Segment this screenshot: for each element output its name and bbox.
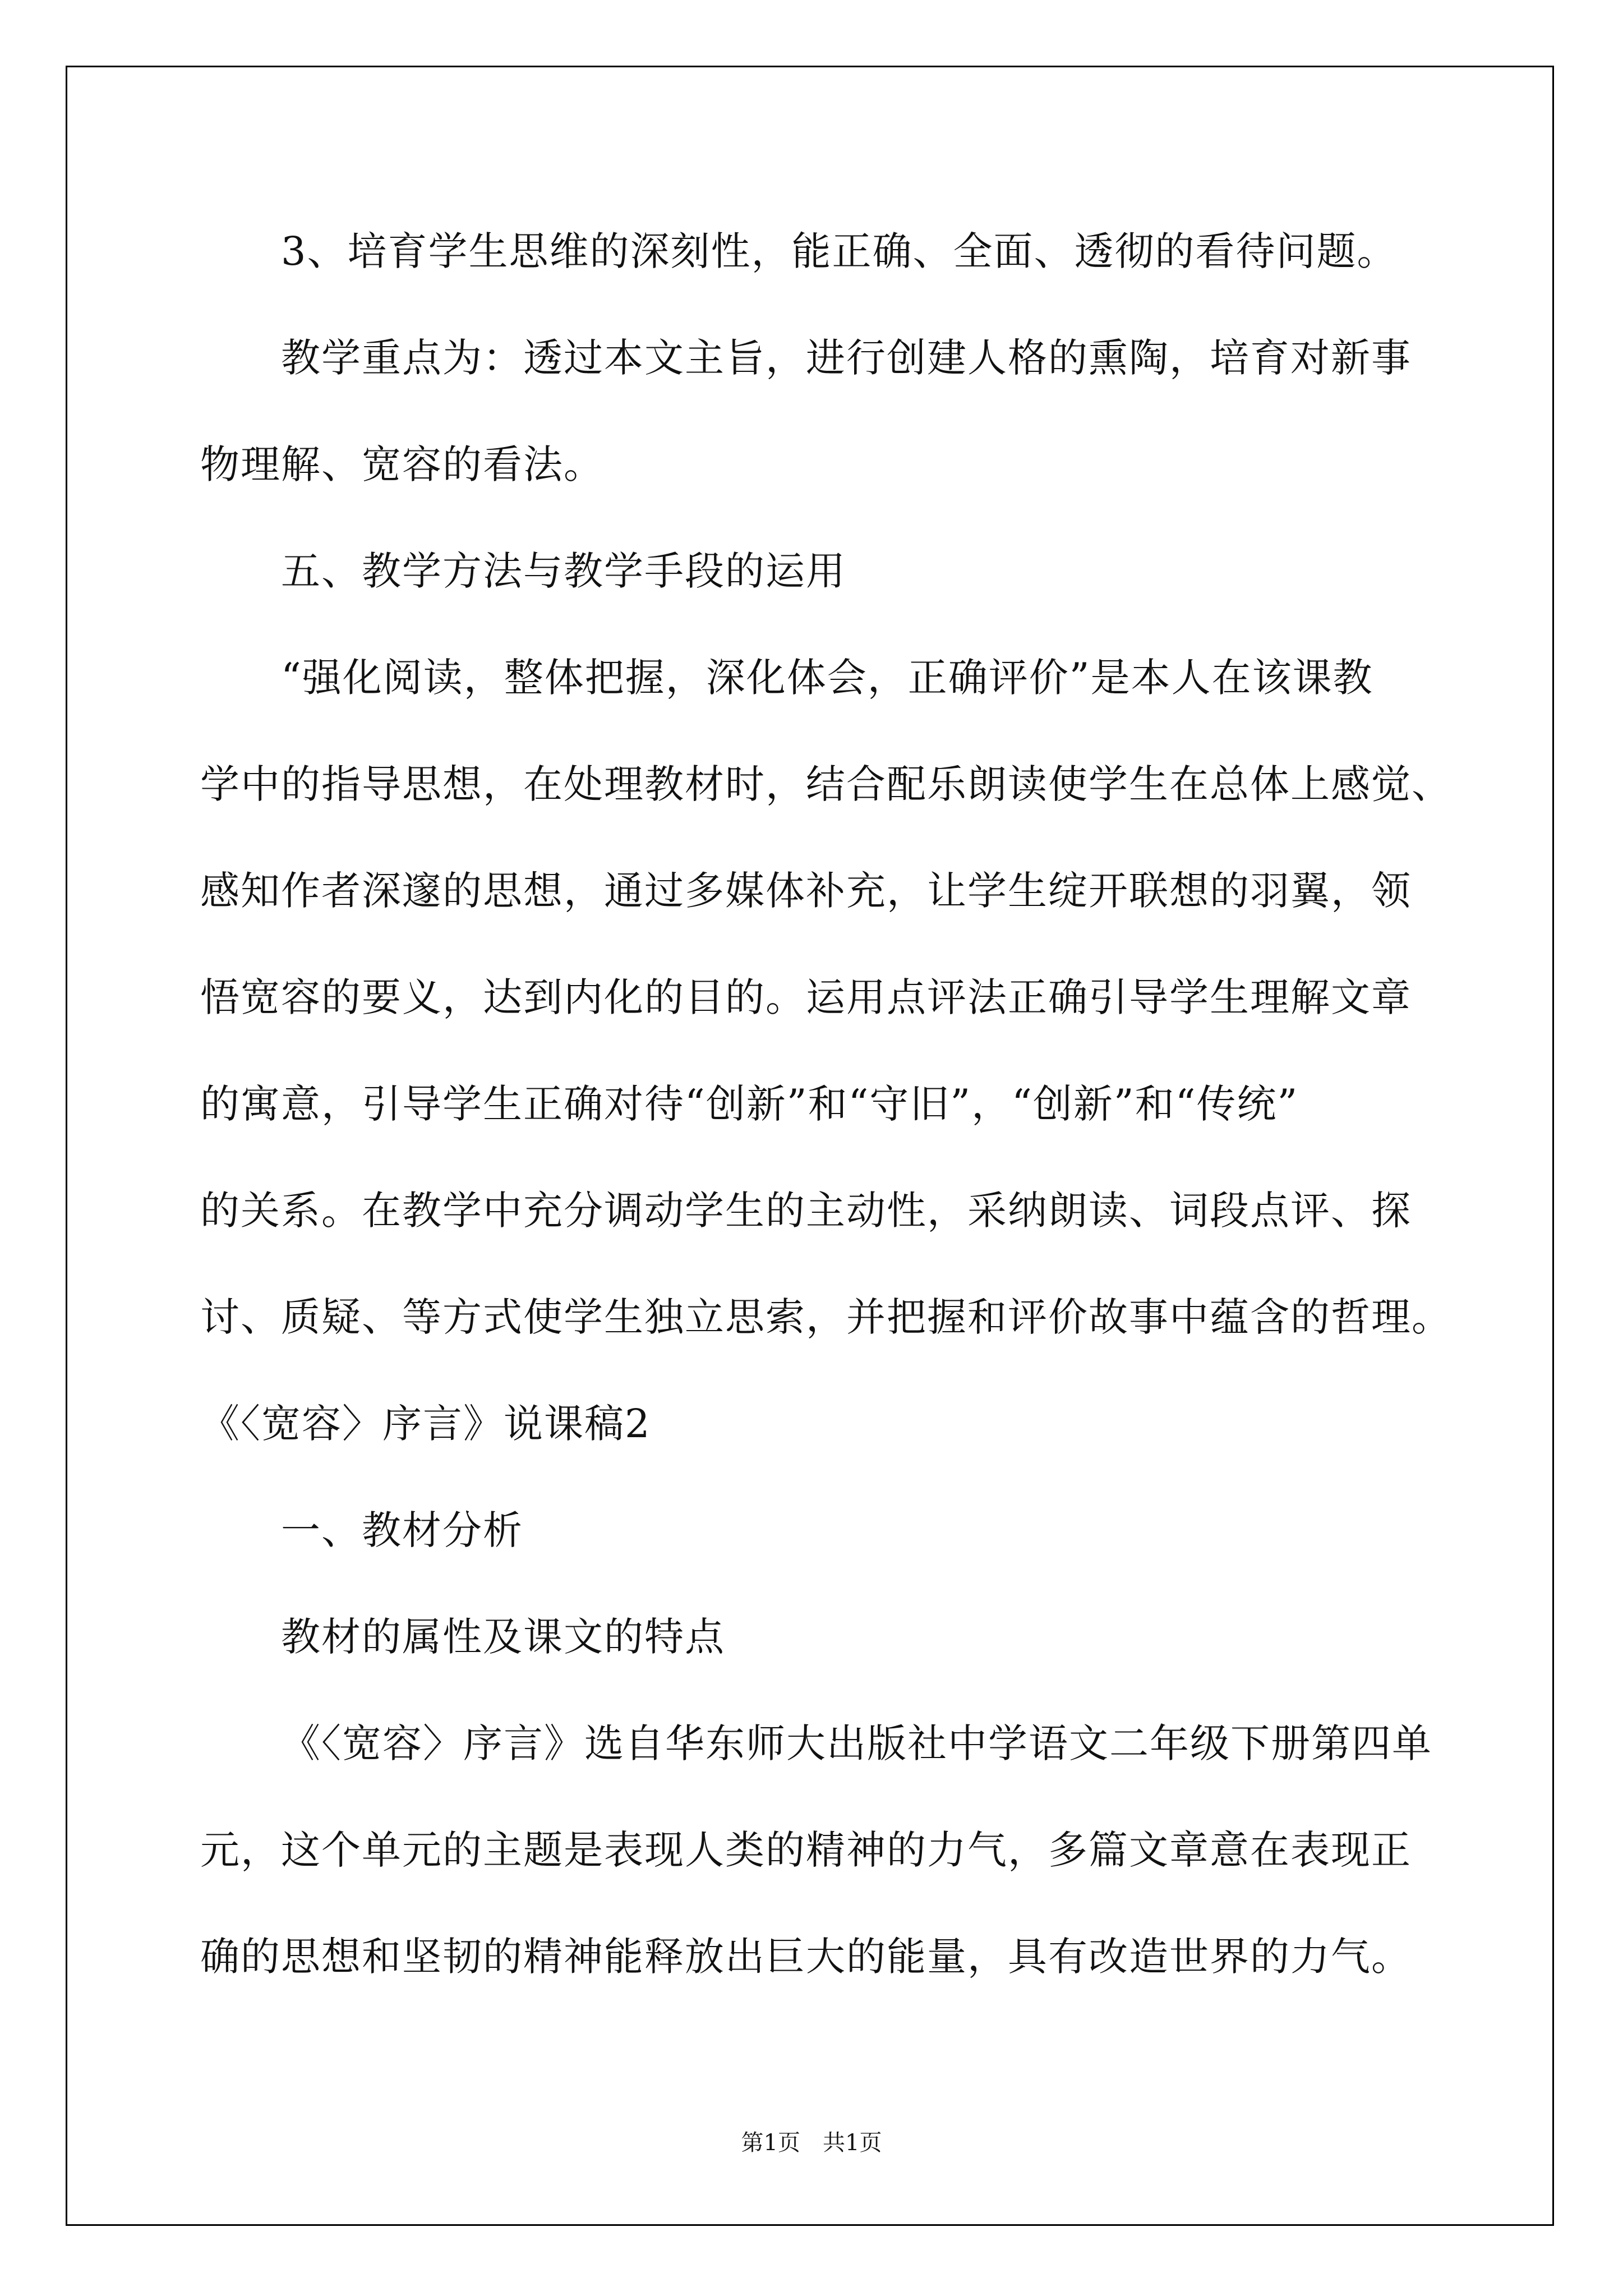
text-line: 元，这个单元的主题是表现人类的精神的力气，多篇文章意在表现正 bbox=[200, 1827, 1412, 1873]
document-title: 《〈宽容〉序言》说课稿2 bbox=[200, 1401, 651, 1447]
text-line: 悟宽容的要义，达到内化的目的。运用点评法正确引导学生理解文章 bbox=[200, 974, 1412, 1020]
page-footer bbox=[0, 2126, 1623, 2160]
text-line: 《〈宽容〉序言》选自华东师大出版社中学语文二年级下册第四单 bbox=[281, 1720, 1432, 1766]
text-line: 感知作者深邃的思想，通过多媒体补充，让学生绽开联想的羽翼，领 bbox=[200, 868, 1412, 914]
section-heading: 五、教学方法与教学手段的运用 bbox=[281, 548, 846, 594]
page-number: 第1页 bbox=[741, 2130, 800, 2156]
section-heading: 一、教材分析 bbox=[281, 1507, 523, 1553]
subsection-heading: 教材的属性及课文的特点 bbox=[281, 1614, 725, 1660]
text-line: 的寓意，引导学生正确对待“创新”和“守旧”，“创新”和“传统” bbox=[200, 1081, 1299, 1127]
text-line: 教学重点为：透过本文主旨，进行创建人格的熏陶，培育对新事 bbox=[281, 335, 1412, 381]
text-line: 确的思想和坚韧的精神能释放出巨大的能量，具有改造世界的力气。 bbox=[200, 1934, 1412, 1980]
text-line: 的关系。在教学中充分调动学生的主动性，采纳朗读、词段点评、探 bbox=[200, 1188, 1412, 1234]
document-body bbox=[200, 198, 1524, 2010]
text-line: 讨、质疑、等方式使学生独立思索，并把握和评价故事中蕴含的哲理。 bbox=[200, 1294, 1452, 1340]
text-line: 3、培育学生思维的深刻性，能正确、全面、透彻的看待问题。 bbox=[281, 228, 1398, 274]
page-total: 共1页 bbox=[823, 2130, 882, 2156]
text-line: “强化阅读，整体把握，深化体会，正确评价”是本人在该课教 bbox=[281, 655, 1373, 701]
text-line: 物理解、宽容的看法。 bbox=[200, 441, 604, 487]
text-line: 学中的指导思想，在处理教材时，结合配乐朗读使学生在总体上感觉、 bbox=[200, 761, 1452, 807]
